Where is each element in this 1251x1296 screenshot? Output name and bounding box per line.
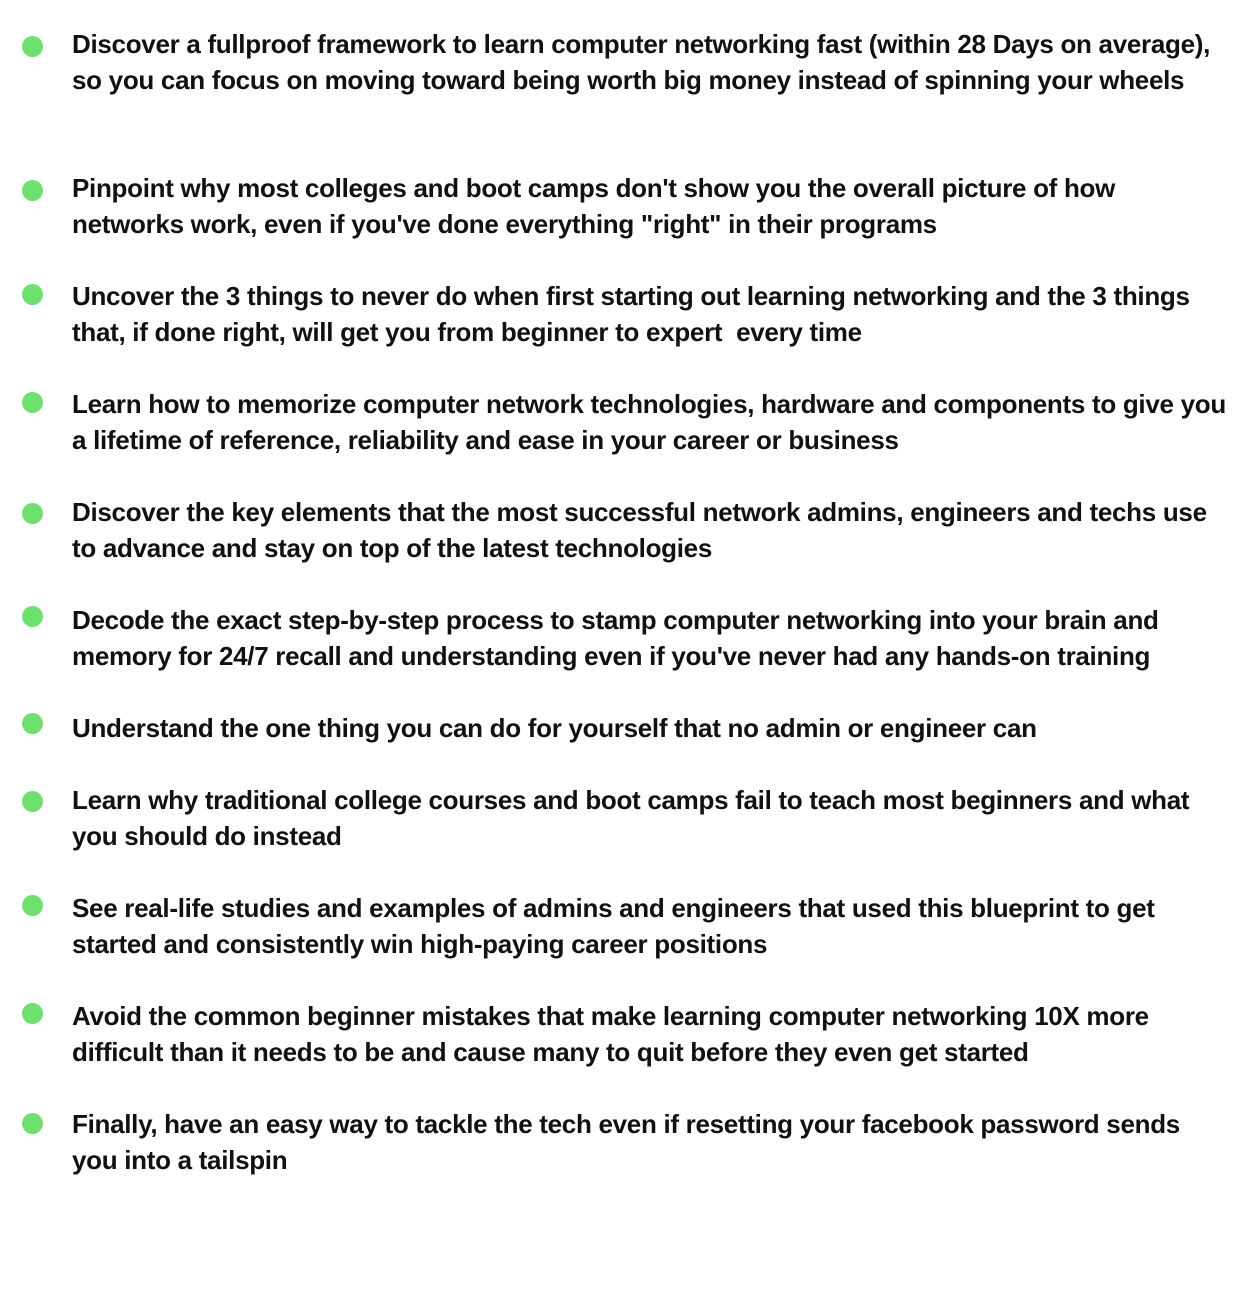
benefit-text: Discover a fullproof framework to learn computer networking fast (within 28 Days on average), so you can focus on moving toward being worth big money instead of spinning your wheels: [72, 29, 1217, 95]
bullet-dot-icon: [22, 1113, 43, 1134]
bullet-dot-icon: [22, 791, 43, 812]
benefit-text: Finally, have an easy way to tackle the tech even if resetting your facebook password sends you into a tailspin: [72, 1109, 1187, 1175]
benefit-text: Pinpoint why most colleges and boot camps don't show you the overall picture of how networks work, even if you've done everything "right" in their programs: [72, 173, 1122, 239]
benefit-text: Uncover the 3 things to never do when first starting out learning networking and the 3 things that, if done right, will get you from beginner to expert every time: [72, 281, 1197, 347]
bullet-dot-icon: [22, 284, 43, 305]
benefit-text: Discover the key elements that the most successful network admins, engineers and techs use to advance and stay on top of the latest technologies: [72, 497, 1214, 563]
bullet-dot-icon: [22, 895, 43, 916]
benefit-text: Decode the exact step-by-step process to stamp computer networking into your brain and memory for 24/7 recall and understanding even if you've never had any hands-on training: [72, 605, 1166, 671]
bullet-dot-icon: [22, 503, 43, 524]
bullet-dot-icon: [22, 606, 43, 627]
bullet-dot-icon: [22, 392, 43, 413]
bullet-dot-icon: [22, 36, 43, 57]
benefit-text: Avoid the common beginner mistakes that make learning computer networking 10X more difficult than it needs to be and cause many to quit before they even get started: [72, 1001, 1156, 1067]
benefit-text: See real-life studies and examples of admins and engineers that used this blueprint to get started and consistently win high-paying career positions: [72, 893, 1162, 959]
bullet-dot-icon: [22, 713, 43, 734]
bullet-dot-icon: [22, 1003, 43, 1024]
benefit-text: Learn how to memorize computer network technologies, hardware and components to give you a lifetime of reference, reliability and ease in your career or business: [72, 389, 1233, 455]
bullet-dot-icon: [22, 180, 43, 201]
benefit-text: Learn why traditional college courses and boot camps fail to teach most beginners and what you should do instead: [72, 785, 1197, 851]
benefit-text: Understand the one thing you can do for yourself that no admin or engineer can: [72, 713, 1037, 743]
